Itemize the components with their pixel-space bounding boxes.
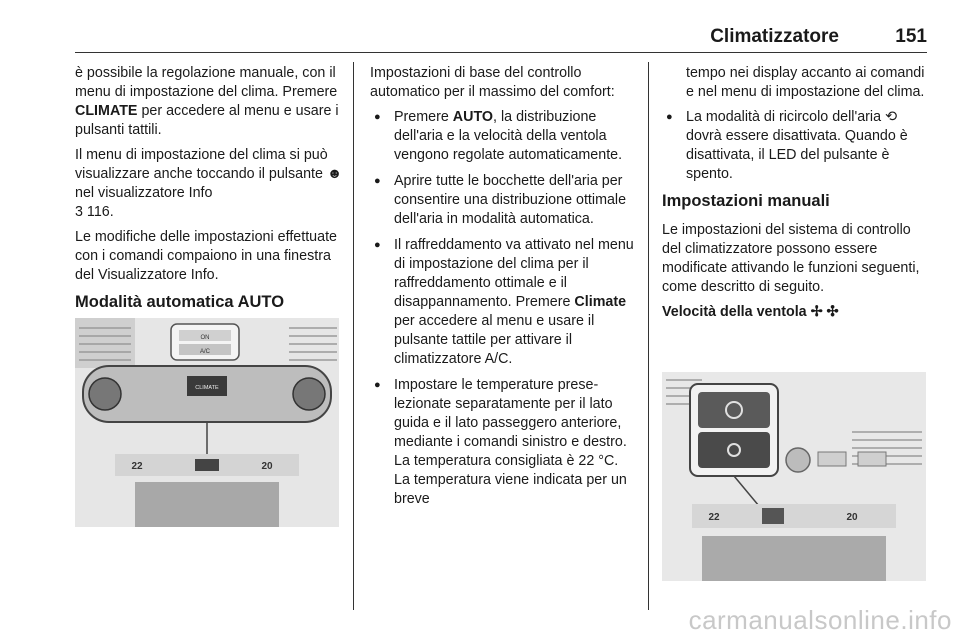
list-item: ● Impostare le temperature preselezionate separatamente per il lato guida e il lato passeggero anteriore, mediante i comandi sinistro e destro. La temperatura consigliata è 22 °C. La temperatura viene indicata per un breve	[370, 376, 638, 509]
list-item: ● Il raffreddamento va attivato nel menu di impostazione del clima per il raffreddamento ottimale e il disappannamento. Premere Climate per accedere al menu e usare il pulsante tattile per attivare il climatizzatore A/C.	[370, 236, 638, 369]
fan-speed-photo	[662, 372, 926, 581]
climate-button-label: CLIMATE	[195, 385, 219, 391]
page-reference: 3 116.	[75, 204, 114, 220]
header-rule	[75, 52, 927, 53]
fan-speed-icons: ✢ ✣	[810, 304, 839, 320]
climate-control-photo	[75, 318, 339, 527]
column-divider-2	[648, 62, 649, 610]
climate-panel-illustration	[75, 318, 339, 527]
list-item: ● La modalità di ricircolo dell'aria ⟲ dovrà essere disattivata. Quando è disattivata, il LED del pulsante è spento.	[662, 108, 928, 184]
page-header	[75, 22, 927, 52]
paragraph: Impostazioni di base del controllo automatico per il massimo del comfort:	[370, 65, 615, 100]
watermark: carmanualsonline.info	[688, 605, 952, 635]
section-heading: Impostazioni manuali	[662, 192, 830, 210]
list-item: ● Aprire tutte le bocchette dell'aria per consentire una distribuzione ottimale dell'aria in modalità automatica.	[370, 172, 638, 229]
page-title: Climatizzatore	[710, 26, 839, 47]
paragraph: Il menu di impostazione del clima si può visualizzare anche toccando il pulsante ☻ nel visualizzatore Info 3 116.	[75, 147, 342, 220]
temp-left-label: 22	[131, 461, 143, 472]
column-3	[662, 64, 928, 332]
temp-right-label: 20	[846, 512, 858, 523]
list-item: ● Premere AUTO, la distribuzione dell'aria e la velocità della ventola vengono regolate automaticamente.	[370, 108, 638, 165]
info-button-icon: ☻	[326, 166, 342, 182]
column-1	[75, 64, 343, 322]
paragraph: Le impostazioni del sistema di controllo del climatizzatore possono essere modificate attivando le funzioni seguenti, come descritto di seguito.	[662, 222, 920, 295]
on-button-label: ON	[200, 335, 210, 341]
column-divider-1	[353, 62, 354, 610]
page-number: 151	[895, 26, 927, 47]
temp-right-label: 20	[261, 461, 273, 472]
temp-left-label: 22	[708, 512, 720, 523]
paragraph: tempo nei display accanto ai comandi e nel menu di impostazione del clima.	[686, 65, 925, 100]
ac-button-label: A/C	[199, 349, 211, 355]
paragraph: è possibile la regolazione manuale, con il menu di impostazione del clima. Premere CLIMATE per accedere al menu e usare i pulsanti tattili.	[75, 65, 339, 138]
column-2	[370, 64, 638, 516]
section-heading: Modalità automatica AUTO	[75, 293, 285, 311]
subsection-heading: Velocità della ventola ✢ ✣	[662, 304, 839, 320]
recirculation-icon: ⟲	[885, 109, 897, 125]
fan-control-illustration	[662, 372, 926, 581]
paragraph: Le modifiche delle impostazioni effettuate con i comandi compaiono in una finestra del Visualizzatore Info.	[75, 229, 338, 283]
